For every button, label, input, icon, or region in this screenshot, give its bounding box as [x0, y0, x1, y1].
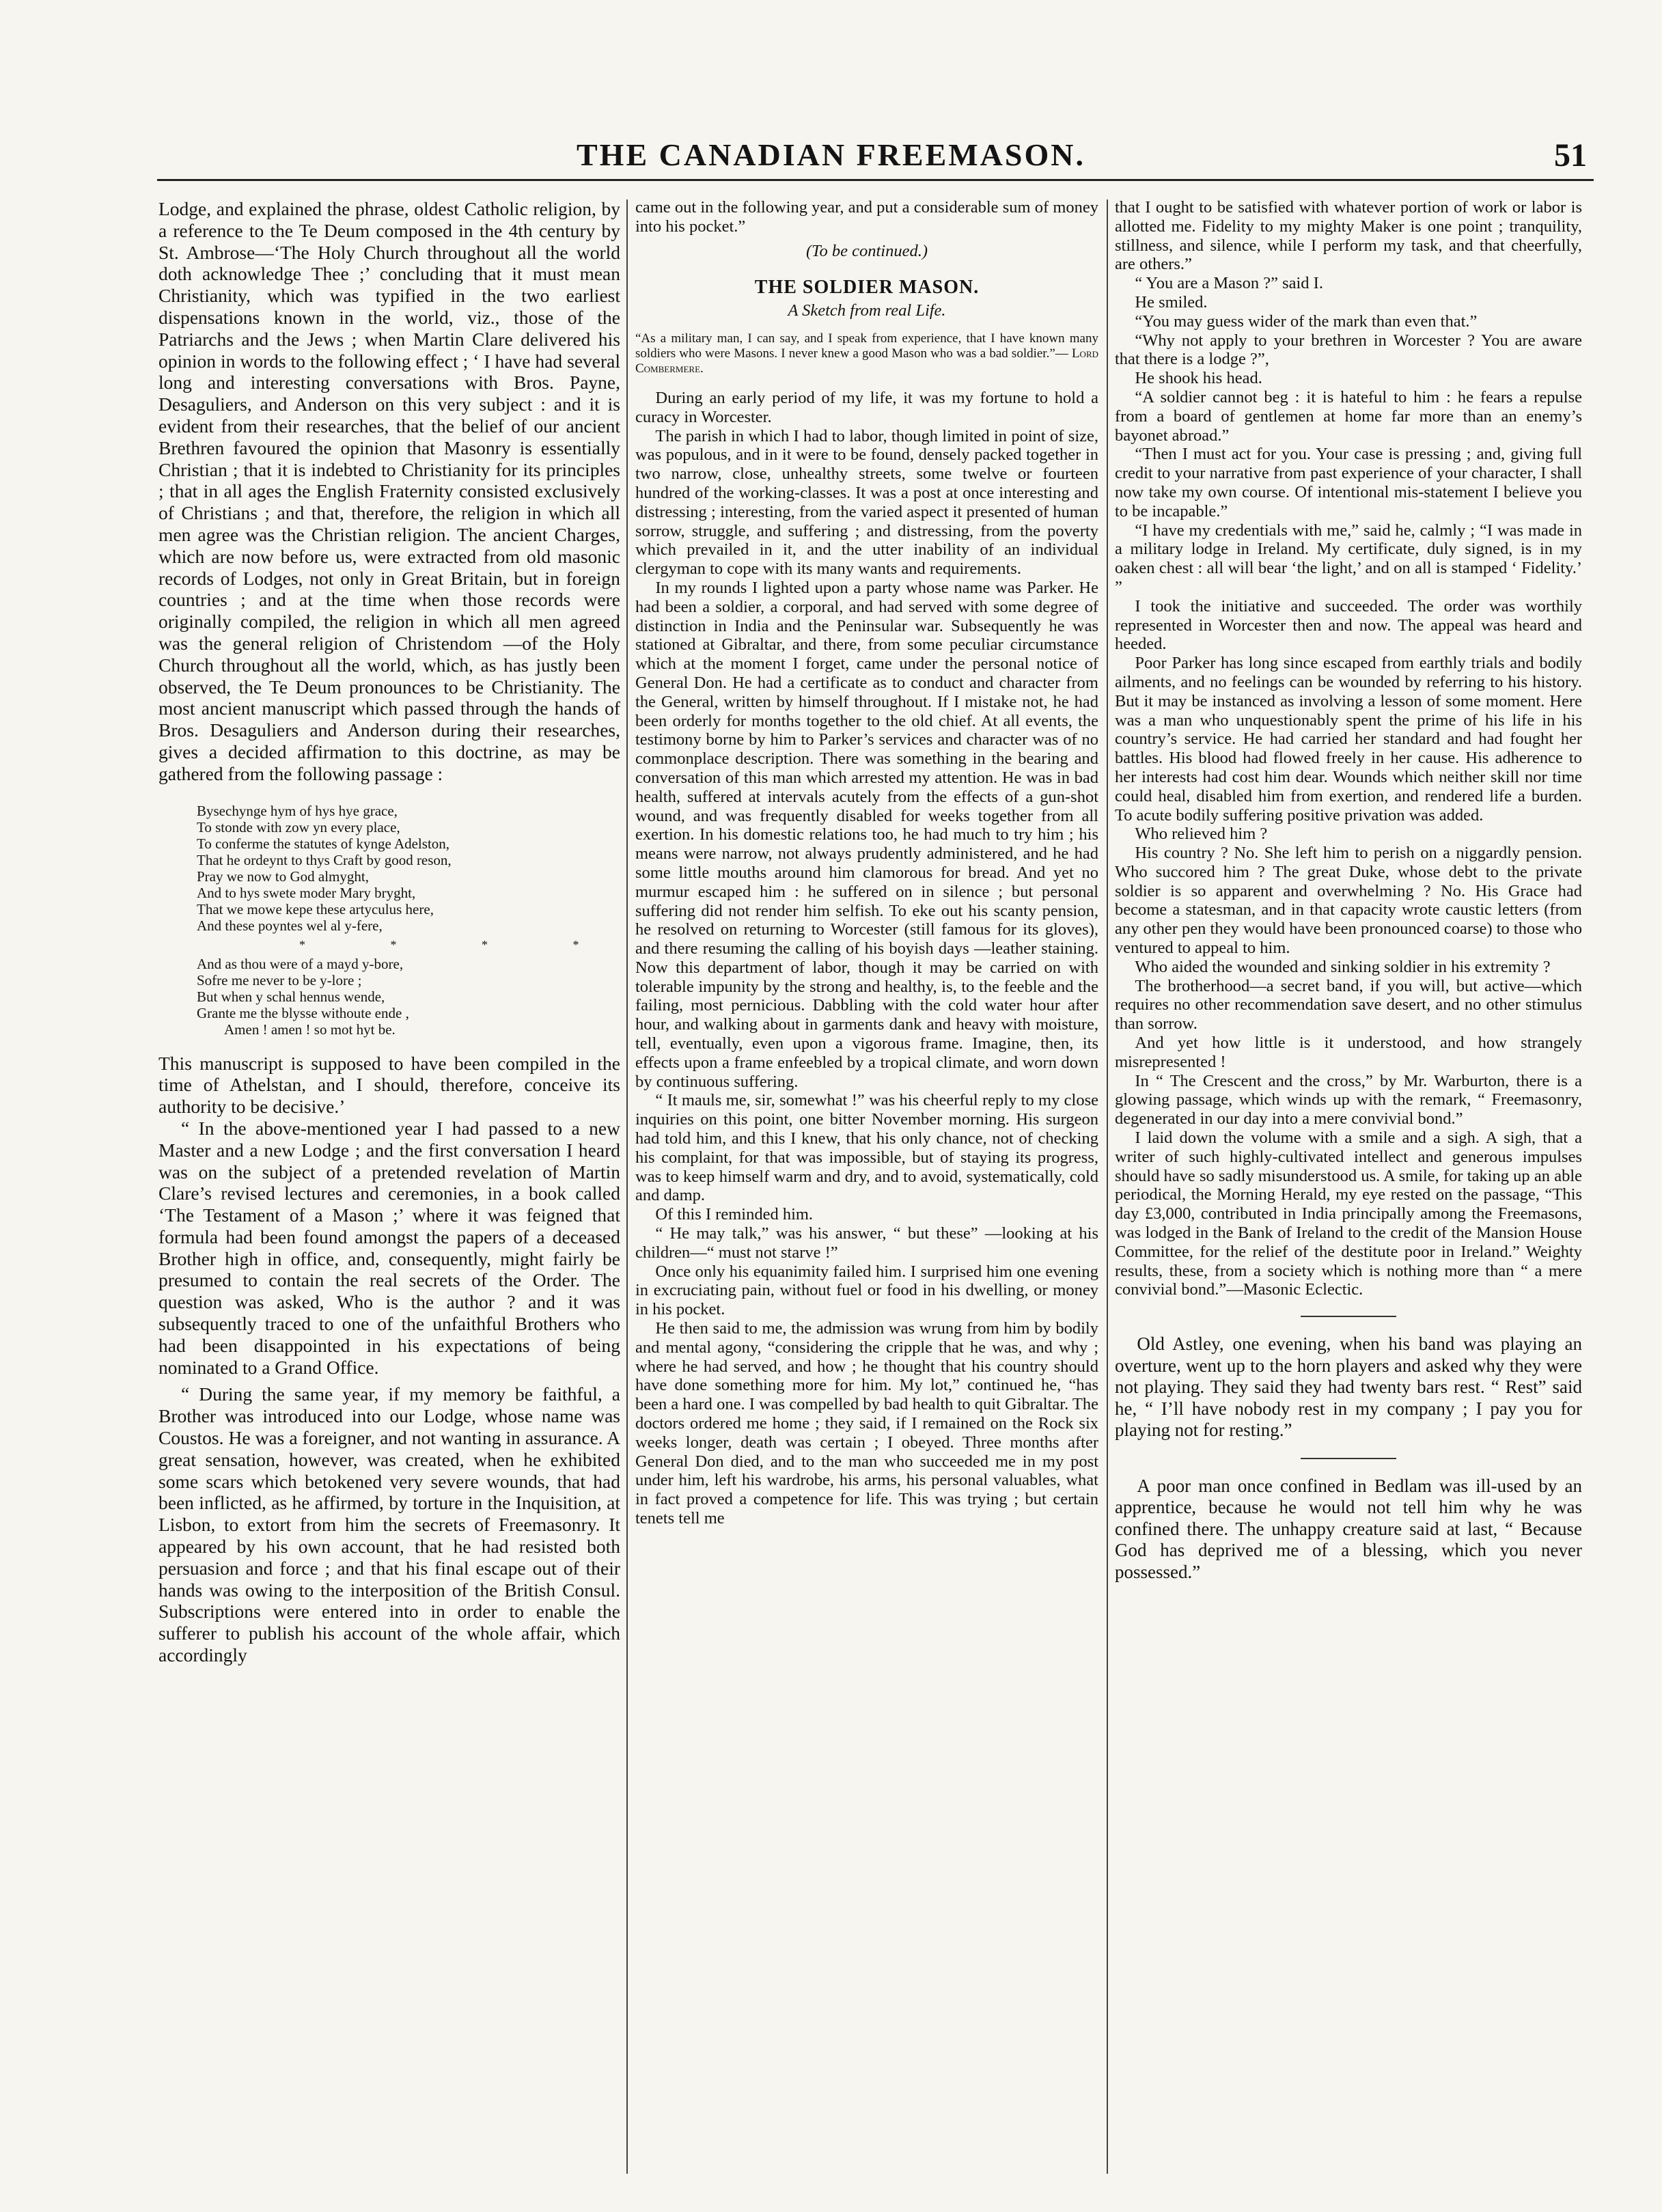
verse-line: Pray we now to God almyght,	[197, 868, 369, 885]
paragraph: And yet how little is it understood, and how strangely misrepresented !	[1115, 1034, 1582, 1071]
paragraph: that I ought to be satisfied with whatever portion of work or labor is allotted me. Fidelity to my mighty Maker is one point ; tranquility, stillness, and silence, while I perform my task, and that cheerfully, are others.”	[1115, 198, 1582, 274]
article-subheading: A Sketch from real Life.	[788, 301, 946, 320]
verse-line: That we mowe kepe these artyculus here,	[197, 900, 434, 917]
to-be-continued: (To be continued.)	[805, 241, 928, 260]
paragraph: “ You are a Mason ?” said I.	[1135, 274, 1323, 293]
verse-line: And as thou were of a mayd y-bore,	[197, 955, 404, 972]
verse-line: That he ordeynt to thys Craft by good reson,	[197, 851, 452, 868]
paragraph: Poor Parker has long since escaped from earthly trials and bodily ailments, and no feelings can be wounded by referring to his history. But it may be instanced as involving a lesson of some moment. Here was a man who unquestionably spent the prime of his life in his country’s service. He had carried her standard and had fought her battles. His blood had flowed freely in her cause. His adherence to her interests had cost him dear. Wounds which neither skill nor time could heal, disabled him from exertion, and rendered life a burden. To acute bodily suffering positive privation was added.	[1115, 654, 1582, 825]
paragraph: “ It mauls me, sir, somewhat !” was his cheerful reply to my close inquiries on this point, one bitter November morning. His surgeon had told him, and this I knew, that his only chance, not of checking his complaint, for that was impossible, but of staying its progress, was to keep himself warm and dry, and to avoid, systematically, cold and damp.	[635, 1091, 1098, 1205]
paragraph: The parish in which I had to labor, though limited in point of size, was populous, and in it were to be found, densely packed together in two narrow, close, unhealthy streets, some twelve or fourteen hundred of the working-classes. It was a post at once interesting and distressing ; interesting, from the varied aspect it presented of human sorrow, struggle, and suffering ; and distressing, from the poverty which prevailed in it, and the utter inability of an individual clergyman to cope with its many wants and requirements.	[635, 426, 1098, 579]
epigraph	[635, 331, 1098, 376]
paragraph: This manuscript is supposed to have been compiled in the time of Athelstan, and I should, therefore, conceive its authority to be decisive.’	[158, 1052, 620, 1118]
paragraph: “I have my credentials with me,” said he, calmly ; “I was made in a military lodge in Ireland. My certificate, duly signed, is in my oaken chest : all will bear ‘the light,’ and on all is stamped ‘ Fidelity.’ ”	[1115, 521, 1582, 596]
verse-line: Sofre me never to be y-lore ;	[197, 971, 362, 989]
column-divider-2	[1107, 199, 1108, 2174]
paragraph: “ In the above-mentioned year I had passed to a new Master and a new Lodge ; and the first conversation I heard was on the subject of a pretended revelation of Martin Clare’s revised lectures and ceremonies, in a book called ‘The Testament of a Mason ;’ where it was feigned that formula had been found amongst the papers of a deceased Brother high in office, and, consequently, might fairly be presumed to contain the real secrets of the Order. The question was asked, Who is the author ? and it was subsequently traced to one of the unfaithful Brothers who had been disappointed in his expectations of being nominated to a Grand Office.	[158, 1117, 620, 1378]
paragraph: He shook his head.	[1135, 369, 1262, 388]
page-title: THE CANADIAN FREEMASON.	[577, 137, 1085, 172]
column-1	[158, 198, 620, 2186]
paragraph: I took the initiative and succeeded. The order was worthily represented in Worcester then and now. The appeal was heard and heeded.	[1115, 596, 1582, 654]
anecdote: A poor man once confined in Bedlam was ill-used by an apprentice, because he would not tell him why he was confined there. The unhappy creature said at last, “ Because God has deprived me of a blessing, which you never possessed.”	[1115, 1475, 1582, 1582]
verse-line: To conferme the statutes of kynge Adelston,	[197, 835, 450, 852]
verse-line: But when y schal hennus wende,	[197, 988, 385, 1005]
verse-line: Grante me the blysse withoute ende ,	[197, 1004, 409, 1021]
paragraph: “You may guess wider of the mark than even that.”	[1135, 312, 1478, 331]
verse-block	[197, 803, 620, 1038]
paragraph: The brotherhood—a secret band, if you will, but active—which requires no other recommendation save desert, and no other stimulus than sorrow.	[1115, 976, 1582, 1034]
paragraph: came out in the following year, and put a considerable sum of money into his pocket.”	[635, 198, 1098, 236]
page-number: 51	[1554, 137, 1587, 174]
paragraph: “A soldier cannot beg : it is hateful to him : he fears a repulse from a board of gentlemen at home far more than an enemy’s bayonet abroad.”	[1115, 387, 1582, 445]
paragraph: Who relieved him ?	[1135, 825, 1268, 844]
verse-ellipsis-stars: * * * *	[299, 937, 620, 952]
paragraph: He smiled.	[1135, 292, 1208, 312]
paragraph: In “ The Crescent and the cross,” by Mr. Warburton, there is a glowing passage, which winds up with the remark, “ Freemasonry, degenerated in our day into a mere convivial bond.”	[1115, 1071, 1582, 1129]
paragraph: Who aided the wounded and sinking soldier in his extremity ?	[1135, 957, 1551, 976]
paragraph: Of this I reminded him.	[655, 1205, 814, 1224]
paragraph: He then said to me, the admission was wrung from him by bodily and mental agony, “considering the cripple that he was, and why ; where he had served, and how ; he thought that his country should have done something more for him. My lot,” continued he, “has been a hard one. I was compelled by bad health to quit Gibraltar. The doctors ordered me home ; they said, if I remained on the Rock six weeks longer, death was certain ; I obeyed. Three months after General Don died, and to the man who succeeded me in my post under him, left his wardrobe, his arms, his personal valuables, what in fact proved a competence for life. This was trying ; but certain tenets tell me	[635, 1319, 1098, 1527]
paragraph: “ He may talk,” was his answer, “ but these” —looking at his children—“ must not starve !”	[635, 1224, 1098, 1262]
paragraph: “Why not apply to your brethren in Worcester ? You are aware that there is a lodge ?”,	[1115, 331, 1582, 369]
section-divider	[1301, 1316, 1396, 1317]
epigraph-attribution: Lord Combermere.	[635, 346, 1098, 376]
paragraph: Once only his equanimity failed him. I surprised him one evening in excruciating pain, without fuel or food in his dwelling, or money in his pocket.	[635, 1262, 1098, 1319]
column-2	[635, 198, 1098, 2186]
verse-line: And to hys swete moder Mary bryght,	[197, 884, 416, 901]
paragraph: His country ? No. She left him to perish on a niggardly pension. Who succored him ? The great Duke, whose debt to the private soldier is so apparent and overwhelming ? No. His Grace had become a statesman, and in that capacity wrote caustic letters (from any other pen they would have been pronounced coarse) to those who ventured to appeal to him.	[1115, 844, 1582, 958]
paragraph: “Then I must act for you. Your case is pressing ; and, giving full credit to your narrative from past experience of your character, I shall now take my own course. Of intentional mis-statement I believe you to be incapable.”	[1115, 445, 1582, 521]
section-divider	[1301, 1458, 1396, 1459]
verse-line: Bysechynge hym of hys hye grace,	[197, 802, 398, 819]
article-heading: THE SOLDIER MASON.	[754, 277, 980, 299]
column-3	[1115, 198, 1582, 2186]
verse-line: Amen ! amen ! so mot hyt be.	[224, 1021, 396, 1038]
paragraph: “ During the same year, if my memory be faithful, a Brother was introduced into our Lodge, whose name was Coustos. He was a foreigner, and not wanting in assurance. A great sensation, however, was created, when he exhibited some scars which betokened very severe wounds, that had been inflicted, as he affirmed, by torture in the Inquisition, at Lisbon, to extort from him the secrets of Freemasonry. It appeared by his own account, that he had resisted both persuasion and force ; and that his final escape out of their hands was owing to the interposition of the British Consul. Subscriptions were entered into in order to enable the sufferer to publish his account of the whole affair, which accordingly	[158, 1383, 620, 1666]
epigraph-text: “As a military man, I can say, and I speak from experience, that I have known many soldiers who were Masons. I never knew a good Mason who was a bad soldier.”—	[635, 331, 1098, 361]
anecdote: Old Astley, one evening, when his band was playing an overture, went up to the horn players and asked why they were not playing. They said they had twenty bars rest. “ Rest” said he, “ I’ll have nobody rest in my company ; I pay you for playing not for resting.”	[1115, 1333, 1582, 1441]
paragraph: During an early period of my life, it was my fortune to hold a curacy in Worcester.	[635, 388, 1098, 426]
column-divider-1	[626, 199, 628, 2174]
header-rule	[157, 179, 1594, 181]
paragraph: I laid down the volume with a smile and a sigh. A sigh, that a writer of such highly-cultivated intellect and generous impulses should have so sadly misunderstood us. A smile, for taking up an able periodical, the Morning Herald, my eye rested on the passage, “This day £3,000, contributed in India principally among the Freemasons, was lodged in the Bank of Ireland to the credit of the Mansion House Committee, for the relief of the destitute poor in Ireland.” Weighty results, these, from a society which is nothing more than “ a mere convivial bond.”—Masonic Eclectic.	[1115, 1129, 1582, 1299]
paragraph: Lodge, and explained the phrase, oldest Catholic religion, by a reference to the Te Deum composed in the 4th century by St. Ambrose—‘The Holy Church throughout all the world doth acknowledge Thee ;’ concluding that it must mean Christianity, which was typified in the two earliest dispensations known in the world, viz., those of the Patriarchs and the Jews ; when Martin Clare delivered his opinion in words to the following effect ; ‘ I have had several long and interesting conversations with Bros. Payne, Desaguliers, and Anderson on this very subject : and it is evident from their researches, that the belief of our ancient Brethren favoured the opinion that Masonry is essentially Christian ; that it is indebted to Christianity for its principles ; that in all ages the English Fraternity consisted exclusively of Christians ; and that, therefore, the religion in which all men agree was the Christian religion. The ancient Charges, which are now before us, were extracted from old masonic records of Lodges, not only in Great Britain, but in foreign countries ; and at the time when those records were originally compiled, the religion in which all men agreed was the general religion of Christendom —of the Holy Church throughout all the world, which, as has justly been observed, the Te Deum pronounces to be Christianity. The most ancient manuscript which passed through the hands of Bros. Desaguliers and Anderson during their researches, gives a decided affirmation to this doctrine, as may be gathered from the following passage :	[158, 198, 620, 784]
verse-line: To stonde with zow yn every place,	[197, 818, 400, 835]
paragraph: In my rounds I lighted upon a party whose name was Parker. He had been a soldier, a corporal, and had served with some degree of distinction in India and the Peninsular war. Subsequently he was stationed at Gibraltar, and there, from some peculiar circumstance which at the moment I forget, came under the personal notice of General Don. He had a certificate as to conduct and character from the General, written by himself throughout. If I mistake not, he had been orderly for months together to the old chief. At all events, the testimony borne by him to Parker’s services and character was of no commonplace description. There was something in the bearing and conversation of this man which arrested my attention. He was in bad health, suffered at intervals acutely from the effects of a gun-shot wound, and was frequently disabled for weeks together from all exertion. In his domestic relations too, he had much to try him ; his means were narrow, not always prudently administered, and he had some little mouths around him clamorous for bread. And yet no murmur escaped him : he suffered on in silence ; but personal suffering did not render him selfish. To eke out his scanty pension, he resolved on returning to Worcester (still famous for its gloves), and there resuming the calling of his boyish days —leather staining. Now this department of labor, though it may be carried on with tolerable impunity by the strong and healthy, is, to the feeble and the failing, most pernicious. Dabbling with the cold water hour after hour, and walking about in garments dank and heavy with moisture, tell, eventually, even upon a vigorous frame. Imagine, then, its effects upon a frame enfeebled by a tropical climate, and worn down by continuous suffering.	[635, 578, 1098, 1091]
verse-line: And these poyntes wel al y-fere,	[197, 917, 383, 934]
